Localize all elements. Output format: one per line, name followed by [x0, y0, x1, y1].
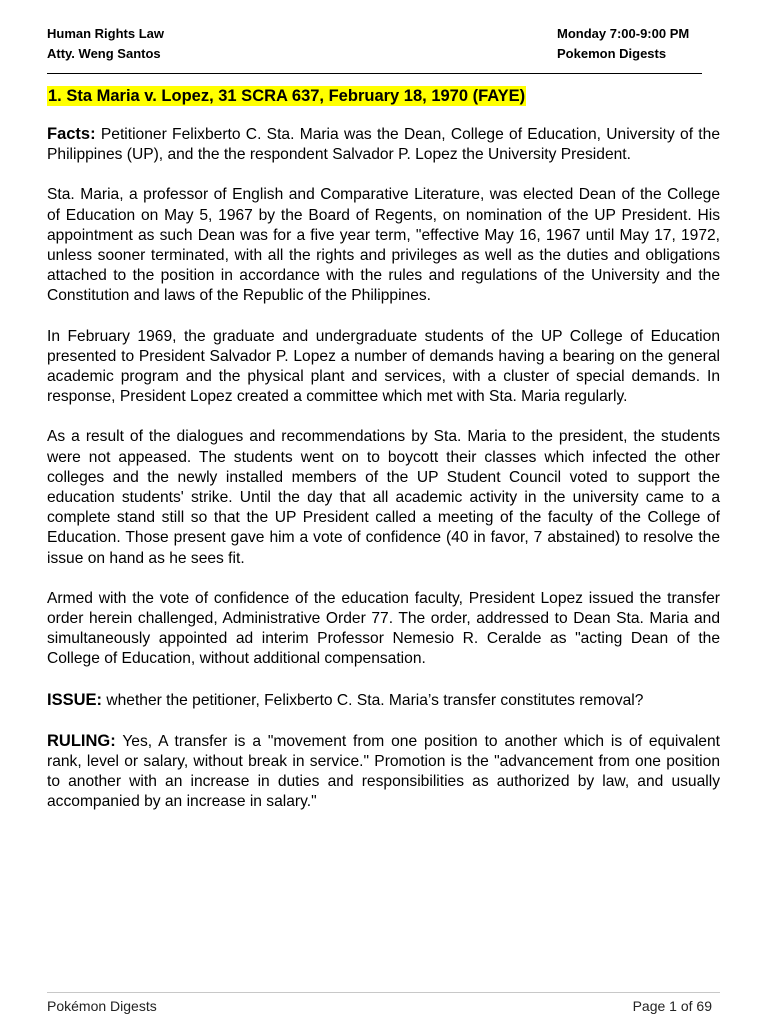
facts-paragraph [47, 124, 720, 165]
course-title: Human Rights Law [47, 26, 165, 41]
issue-text: whether the petitioner, Felixberto C. Sta. Maria’s transfer constitutes removal? [102, 691, 644, 709]
document-body [47, 86, 720, 833]
body-paragraph-2: In February 1969, the graduate and undergraduate students of the UP College of Education presented to President Salvador P. Lopez a number of demands having a bearing on the general academic program and the physical plant and services, with a cluster of special demands. In response, President Lopez created a committee which met with Sta. Maria regularly. [47, 327, 720, 406]
ruling-text: Yes, A transfer is a "movement from one position to another which is of equivalent rank, level or salary, without break in service." Promotion is the "advancement from one position to another with an increase in duties and responsibilities as authorized by law, and usually accompanied by an increase in salary." [47, 732, 720, 811]
ruling-label: RULING: [47, 731, 116, 750]
issue-label: ISSUE: [47, 690, 103, 709]
header-row-2 [47, 44, 702, 64]
facts-label: Facts: [47, 125, 96, 143]
body-paragraph-1: Sta. Maria, a professor of English and Comparative Literature, was elected Dean of the College of Education on May 5, 1967 by the Board of Regents, on nomination of the UP President. His appointment as such Dean was for a five year term, "effective May 16, 1967 until May 17, 1972, unless sooner terminated, with all the rights and privileges as well as the duties and obligations attached to the position in accordance with the rules and regulations of the University and the Constitution and laws of the Republic of the Philippines. [47, 186, 720, 305]
issue-paragraph [47, 690, 720, 711]
footer-divider [47, 992, 720, 993]
header-row-1 [47, 24, 702, 44]
case-title: 1. Sta Maria v. Lopez, 31 SCRA 637, February 18, 1970 (FAYE) [48, 87, 526, 105]
page-footer [47, 996, 712, 1016]
body-paragraph-3: As a result of the dialogues and recommendations by Sta. Maria to the president, the students were not appeased. The students went on to boycott their classes which infected the other colleges and the newly installed members of the UP Student Council voted to support the education students' strike. Until the day that all academic activity in the university came to a complete stand still so that the UP President called a meeting of the faculty of the College of Education. Those present gave him a vote of confidence (40 in favor, 7 abstained) to resolve the issue on hand as he sees fit. [47, 428, 720, 567]
digest-name: Pokemon Digests [557, 46, 667, 61]
instructor-name: Atty. Weng Santos [47, 46, 161, 61]
page-header [47, 24, 702, 64]
header-divider [47, 73, 702, 74]
class-schedule: Monday 7:00-9:00 PM [557, 26, 690, 41]
ruling-paragraph [47, 731, 720, 813]
page-number: Page 1 of 69 [632, 998, 712, 1014]
footer-title: Pokémon Digests [47, 998, 157, 1014]
body-paragraph-4: Armed with the vote of confidence of the education faculty, President Lopez issued the transfer order herein challenged, Administrative Order 77. The order, addressed to Dean Sta. Maria and simultaneously appointed ad interim Professor Nemesio R. Ceralde as "acting Dean of the College of Education, without additional compensation. [47, 589, 720, 668]
facts-text: Petitioner Felixberto C. Sta. Maria was the Dean, College of Education, University of the Philippines (UP), and the the respondent Salvador P. Lopez the University President. [47, 126, 720, 164]
